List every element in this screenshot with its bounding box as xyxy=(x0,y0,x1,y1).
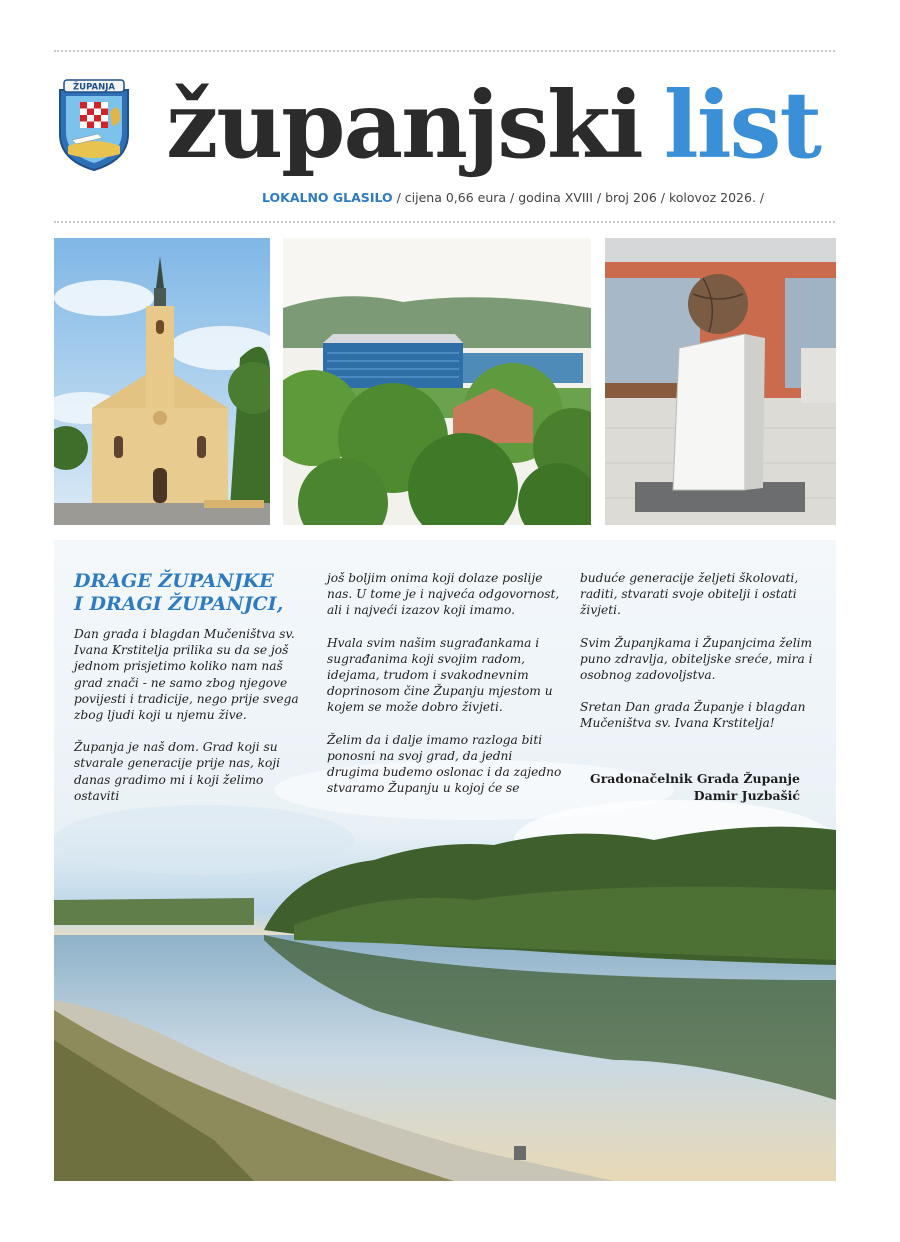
header-dotted-rule xyxy=(54,221,835,223)
headline-line-2: I DRAGI ŽUPANJCI, xyxy=(74,593,284,615)
stadium-photo xyxy=(283,238,591,525)
article-paragraph: još boljim onima koji dolaze poslije nas. U tome je i najveća odgovornost, ali i najveći izazov koji imamo. xyxy=(327,571,560,618)
article-paragraph: Želim da i dalje imamo razloga biti ponosni na svoj grad, da jedni drugima budemo oslonac i da zajedno stvaramo Županju u kojoj će se xyxy=(327,732,562,796)
article-column-2 xyxy=(327,570,567,812)
article-paragraph: Svim Županjkama i Županjcima želim puno zdravlja, obiteljske sreće, mira i osobnog zadovoljstva. xyxy=(580,635,813,683)
mayor-signature xyxy=(580,770,800,804)
article-paragraph: Dan grada i blagdan Mučeništva sv. Ivana Krstitelja prilika su da se još jednom prisjetimo koliko nam naš grad znači - ne samo zbog njegove povijesti i tradicije, nego prije svega zbog ljudi koji u njemu žive. xyxy=(74,627,299,723)
headline-line-1: DRAGE ŽUPANJKE xyxy=(74,570,274,592)
newspaper-title xyxy=(166,70,820,180)
issue-info xyxy=(262,190,764,205)
article-paragraph: Hvala svim našim sugrađankama i sugrađanima koji svojim radom, idejama, trudom i svakodnevnim doprinosom čine Županju mjestom u kojem se može dobro živjeti. xyxy=(327,635,553,715)
top-dotted-rule xyxy=(54,50,835,52)
article-headline xyxy=(74,570,306,616)
article-column-3 xyxy=(580,570,820,804)
title-part-1: županjski xyxy=(166,71,642,179)
svg-text:ŽUPANJA: ŽUPANJA xyxy=(73,82,115,93)
article-paragraph: Sretan Dan grada Županje i blagdan Mučeništva sv. Ivana Krstitelja! xyxy=(580,700,806,731)
monument-photo xyxy=(605,238,836,525)
article-paragraph: buduće generacije željeti školovati, raditi, stvarati svoje obitelji i ostati živjeti. xyxy=(580,571,799,618)
signature-name: Damir Juzbašić xyxy=(693,787,800,803)
signature-title: Gradonačelnik Grada Županje xyxy=(590,770,800,786)
title-part-2: list xyxy=(663,71,820,179)
church-photo xyxy=(54,238,270,525)
city-crest xyxy=(54,76,134,172)
article-paragraph: Županja je naš dom. Grad koji su stvarale generacije prije nas, koji danas gradimo mi i koji želimo ostaviti xyxy=(74,740,281,803)
issue-details: / cijena 0,66 eura / godina XVIII / broj 206 / kolovoz 2026. / xyxy=(392,190,765,205)
article-column-1 xyxy=(74,570,306,820)
mayor-message-panel xyxy=(54,540,836,1181)
issue-label: LOKALNO GLASILO xyxy=(262,190,393,205)
